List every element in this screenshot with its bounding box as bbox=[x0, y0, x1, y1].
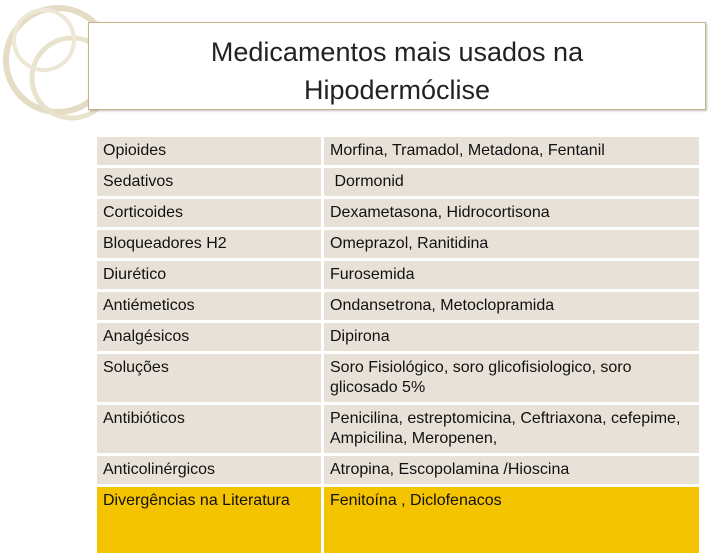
table-row bbox=[96, 353, 701, 404]
table-row bbox=[96, 291, 701, 322]
table-row bbox=[96, 198, 701, 229]
class-cell: Divergências na Literatura bbox=[96, 486, 323, 555]
drugs-cell: Soro Fisiológico, soro glicofisiologico, soro glicosado 5% bbox=[323, 353, 701, 404]
table-row-highlight bbox=[96, 486, 701, 555]
drugs-cell: Ondansetrona, Metoclopramida bbox=[323, 291, 701, 322]
title-box bbox=[88, 22, 706, 110]
class-cell: Anticolinérgicos bbox=[96, 455, 323, 486]
table-row bbox=[96, 404, 701, 455]
class-cell: Antibióticos bbox=[96, 404, 323, 455]
table-row bbox=[96, 229, 701, 260]
title-line-2: Hipodermóclise bbox=[303, 75, 491, 105]
table-row bbox=[96, 136, 701, 167]
drugs-cell: Omeprazol, Ranitidina bbox=[323, 229, 701, 260]
class-cell: Corticoides bbox=[96, 198, 323, 229]
drugs-cell: Furosemida bbox=[323, 260, 701, 291]
medication-table bbox=[94, 134, 702, 556]
drugs-cell: Morfina, Tramadol, Metadona, Fentanil bbox=[323, 136, 701, 167]
class-cell: Diurético bbox=[96, 260, 323, 291]
title-line-1: Medicamentos mais usados na bbox=[210, 37, 584, 67]
class-cell: Analgésicos bbox=[96, 322, 323, 353]
table-row bbox=[96, 455, 701, 486]
table-row bbox=[96, 260, 701, 291]
table-row bbox=[96, 322, 701, 353]
page-title bbox=[89, 33, 705, 109]
class-cell: Antiémeticos bbox=[96, 291, 323, 322]
class-cell: Soluções bbox=[96, 353, 323, 404]
drugs-cell: Dipirona bbox=[323, 322, 701, 353]
drugs-cell: Fenitoína , Diclofenacos bbox=[323, 486, 701, 555]
drugs-cell: Dexametasona, Hidrocortisona bbox=[323, 198, 701, 229]
drugs-cell: Atropina, Escopolamina /Hioscina bbox=[323, 455, 701, 486]
drugs-cell: Penicilina, estreptomicina, Ceftriaxona, cefepime, Ampicilina, Meropenen, bbox=[323, 404, 701, 455]
drugs-cell: Dormonid bbox=[323, 167, 701, 198]
table-row bbox=[96, 167, 701, 198]
class-cell: Sedativos bbox=[96, 167, 323, 198]
class-cell: Bloqueadores H2 bbox=[96, 229, 323, 260]
class-cell: Opioides bbox=[96, 136, 323, 167]
